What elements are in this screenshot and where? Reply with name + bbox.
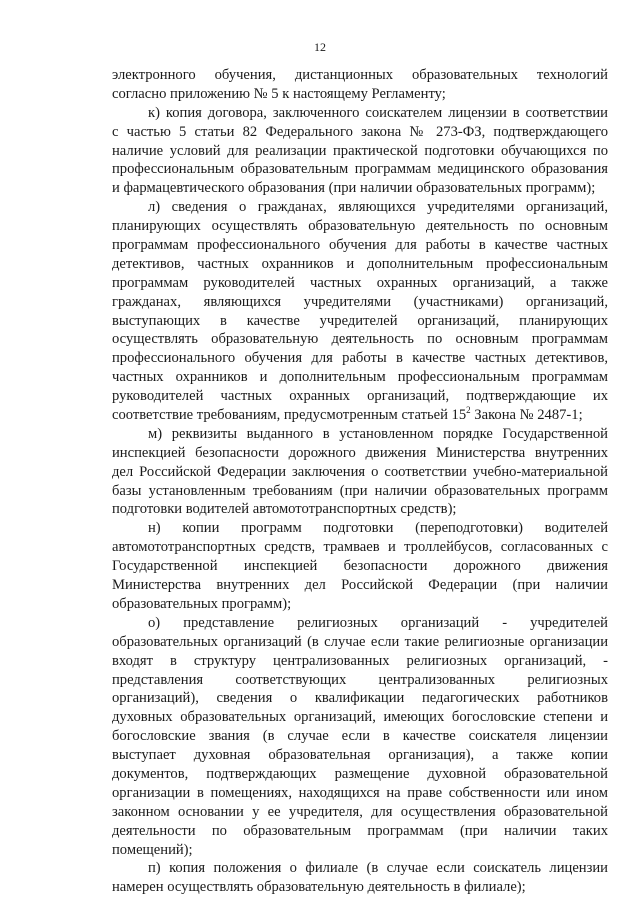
- text-segment: соответствие требованиям, предусмотренным статьей 15: [112, 407, 467, 424]
- text-segment: Закона № 2487-1;: [474, 407, 583, 424]
- text-line: инспекцией безопасности дорожного движения Министерства внутренних: [112, 444, 608, 461]
- superscript: 2: [466, 405, 471, 416]
- paragraph-m: [112, 425, 608, 519]
- text-line: деятельности по образовательным программам (при наличии таких: [112, 822, 608, 839]
- text-line: богословские звания (в случае если в качестве соискателя лицензии: [112, 728, 608, 745]
- document-body: [112, 66, 608, 897]
- paragraph-continuation: [112, 66, 608, 104]
- text-line: выступает духовная образовательная организация), а также копии: [112, 747, 608, 764]
- text-line: автомототранспортных средств, трамваев и троллейбусов, согласованных с: [112, 539, 608, 556]
- text-line: частных охранников и дополнительным профессиональным программам: [112, 369, 608, 386]
- text-line: намерен осуществлять образовательную деятельность в филиале);: [112, 879, 526, 896]
- text-line: планирующих осуществлять образовательную деятельность по основным: [112, 218, 608, 235]
- text-line: помещений);: [112, 841, 193, 858]
- text-line: образовательных организаций (в случае если такие религиозные организации: [112, 633, 608, 650]
- text-line: л) сведения о гражданах, являющихся учредителями организаций,: [148, 199, 608, 216]
- paragraph-p: [112, 859, 608, 897]
- text-line: согласно приложению № 5 к настоящему Регламенту;: [112, 85, 446, 102]
- text-line: детективов, частных охранников и дополнительным профессиональным: [112, 255, 608, 272]
- text-line: выступающих в качестве учредителей организаций, планирующих: [112, 312, 608, 329]
- text-line: электронного обучения, дистанционных образовательных технологий: [112, 67, 608, 83]
- text-line: Министерства внутренних дел Российской Федерации (при наличии: [112, 577, 608, 594]
- paragraph-k: [112, 104, 608, 198]
- paragraph-l: [112, 198, 608, 425]
- text-line: законном основании у ее учредителя, для осуществления образовательной: [112, 803, 608, 820]
- text-line: базы установленным требованиям (при наличии образовательных программ: [112, 482, 608, 499]
- text-line: представления соответствующих централизованных религиозных: [112, 671, 608, 688]
- text-line: н) копии программ подготовки (переподготовки) водителей: [148, 520, 608, 537]
- text-line: Государственной инспекцией безопасности дорожного движения: [112, 558, 608, 575]
- text-line: руководителей частных охранных организаций, подтверждающие их: [112, 388, 608, 405]
- text-line: программам руководителей частных охранных организаций, а также: [112, 274, 608, 291]
- text-line: о) представление религиозных организаций - учредителей: [148, 614, 608, 631]
- text-line: м) реквизиты выданного в установленном порядке Государственной: [148, 425, 608, 442]
- text-line: с частью 5 статьи 82 Федерального закона № 273-ФЗ, подтверждающего: [112, 123, 608, 140]
- text-line: духовных образовательных организаций, имеющих богословские степени и: [112, 709, 608, 726]
- page-number: 12: [314, 40, 326, 54]
- text-line: профессиональным образовательным программам медицинского образования: [112, 161, 608, 178]
- paragraph-o: [112, 614, 608, 860]
- paragraph-n: [112, 519, 608, 613]
- text-line: гражданах, являющихся учредителями (участниками) организаций,: [112, 293, 608, 310]
- text-line: и фармацевтического образования (при наличии образовательных программ);: [112, 180, 596, 197]
- text-line: осуществлять образовательную деятельность по основным программам: [112, 331, 608, 348]
- text-line: подготовки водителей автомототранспортных средств);: [112, 501, 457, 518]
- text-line: п) копия положения о филиале (в случае если соискатель лицензии: [148, 860, 608, 877]
- text-line: дел Российской Федерации заключения о соответствии учебно-материальной: [112, 463, 608, 480]
- text-line: входят в структуру централизованных религиозных организаций, -: [112, 652, 608, 669]
- text-line: организаций), сведения о квалификации педагогических работников: [112, 690, 608, 707]
- text-line: к) копия договора, заключенного соискателем лицензии в соответствии: [148, 104, 608, 121]
- text-line: документов, подтверждающих размещение духовной образовательной: [112, 765, 608, 782]
- text-line: профессионального обучения для работы в качестве частных детективов,: [112, 350, 608, 367]
- text-line: наличие условий для реализации практической подготовки обучающихся по: [112, 142, 608, 159]
- text-line: организации в помещениях, находящихся на праве собственности или ином: [112, 784, 608, 801]
- text-line: [112, 406, 608, 425]
- text-line: программам профессионального обучения для работы в качестве частных: [112, 237, 608, 254]
- text-line: образовательных программ);: [112, 595, 292, 612]
